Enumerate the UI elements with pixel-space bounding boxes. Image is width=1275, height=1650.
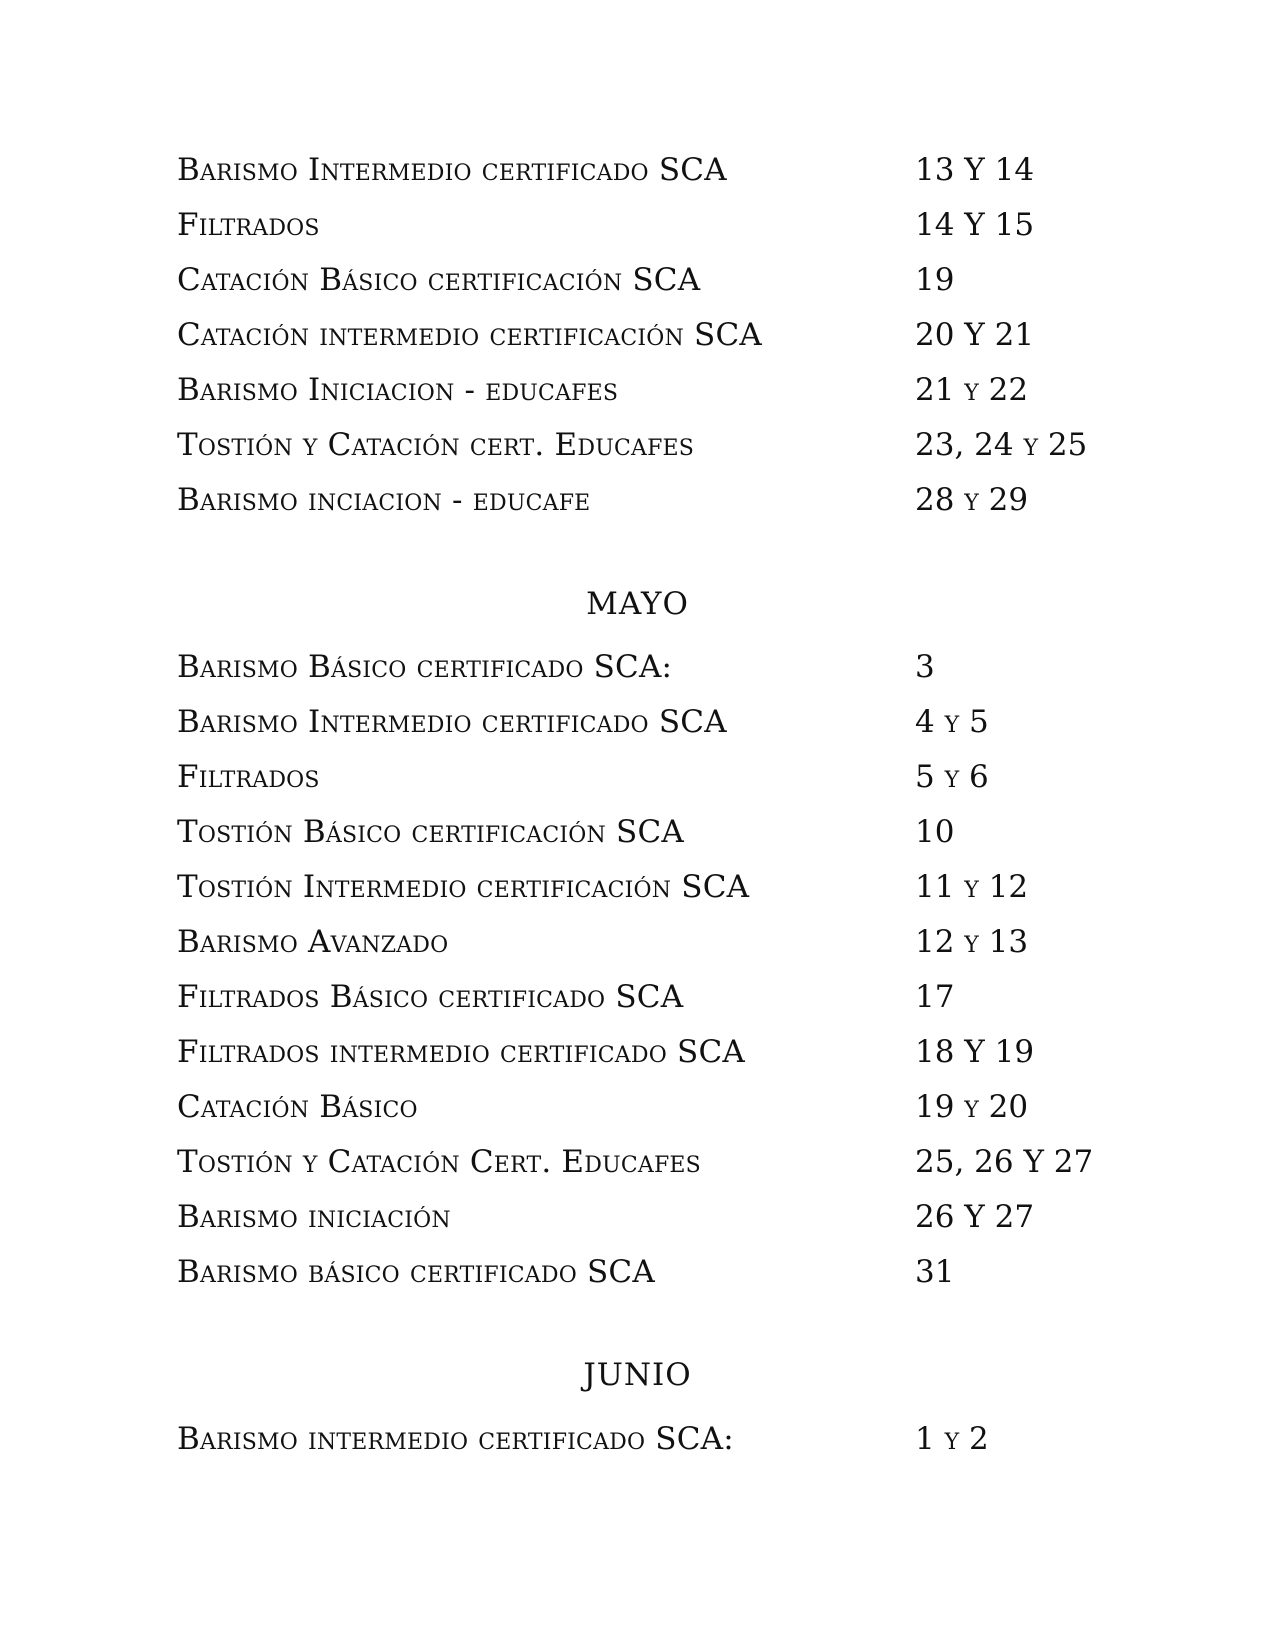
course-name: Barismo inciacion - educafe [177,482,591,518]
course-dates: 28 y 29 [915,482,1029,518]
schedule-row [177,1190,1077,1245]
course-dates: 5 y 6 [915,759,989,795]
course-name: Barismo iniciación [177,1199,451,1235]
course-dates: 10 [915,814,955,850]
course-dates: 26 Y 27 [915,1199,1035,1235]
schedule-row [177,1080,1077,1135]
schedule-row [177,253,1077,308]
course-name: Barismo Avanzado [177,924,449,960]
course-dates: 23, 24 y 25 [915,427,1088,463]
schedule-row [177,308,1077,363]
course-name: Filtrados Básico certificado SCA [177,979,684,1015]
course-dates: 14 Y 15 [915,207,1035,243]
schedule-row [177,363,1077,418]
schedule-row [177,1025,1077,1080]
course-name: Barismo Básico certificado SCA: [177,649,673,685]
course-name: Tostión Intermedio certificación SCA [177,869,750,905]
course-name: Filtrados [177,759,320,795]
course-dates: 31 [915,1254,955,1290]
course-dates: 19 [915,262,955,298]
schedule-row [177,640,1077,695]
course-dates: 17 [915,979,955,1015]
schedule-row [177,695,1077,750]
course-name: Barismo intermedio certificado SCA: [177,1421,734,1457]
schedule-row [177,418,1088,473]
course-dates: 19 y 20 [915,1089,1029,1125]
schedule-section-previous-month [177,143,1088,528]
schedule-row [177,860,1077,915]
course-name: Catación intermedio certificación SCA [177,317,762,353]
schedule-row [177,1245,1077,1300]
course-dates: 4 y 5 [915,704,989,740]
course-name: Filtrados [177,207,320,243]
course-name: Filtrados intermedio certificado SCA [177,1034,745,1070]
course-dates: 18 Y 19 [915,1034,1035,1070]
course-name: Tostión y Catación cert. Educafes [177,427,695,463]
schedule-section-mayo [177,640,1094,1300]
course-dates: 1 y 2 [915,1421,989,1457]
course-dates: 25, 26 Y 27 [915,1144,1094,1180]
month-heading-junio: JUNIO [583,1357,692,1393]
schedule-row [177,805,1077,860]
course-dates: 11 y 12 [915,869,1029,905]
schedule-row [177,750,1077,805]
course-dates: 13 Y 14 [915,152,1035,188]
course-dates: 20 Y 21 [915,317,1035,353]
schedule-row [177,1135,1094,1190]
course-dates: 3 [915,649,935,685]
course-name: Barismo Intermedio certificado SCA [177,152,727,188]
schedule-row [177,1412,1077,1467]
schedule-row [177,198,1077,253]
course-dates: 12 y 13 [915,924,1029,960]
schedule-section-junio [177,1412,1077,1467]
schedule-row [177,143,1077,198]
course-name: Tostión Básico certificación SCA [177,814,684,850]
course-name: Barismo Intermedio certificado SCA [177,704,727,740]
course-name: Barismo básico certificado SCA [177,1254,655,1290]
month-heading-mayo: MAYO [586,586,689,622]
schedule-row [177,970,1077,1025]
course-name: Barismo Iniciacion - educafes [177,372,619,408]
course-name: Tostión y Catación Cert. Educafes [177,1144,701,1180]
schedule-row [177,915,1077,970]
course-dates: 21 y 22 [915,372,1029,408]
course-name: Catación Básico certificación SCA [177,262,701,298]
course-name: Catación Básico [177,1089,418,1125]
schedule-row [177,473,1077,528]
